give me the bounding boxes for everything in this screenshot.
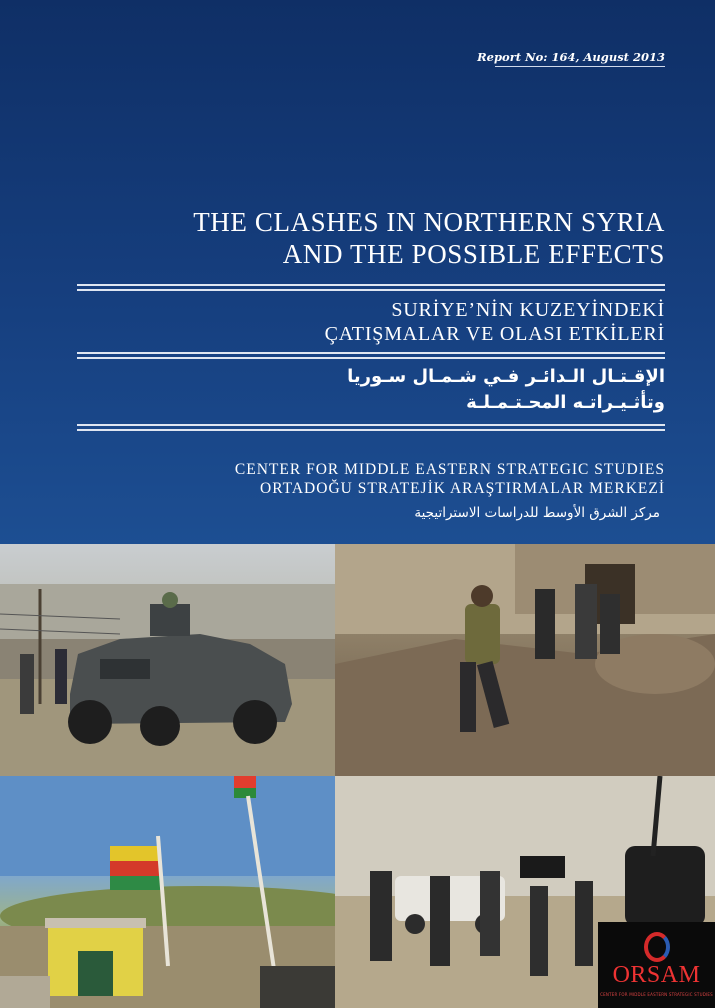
main-title-line-2: AND THE POSSIBLE EFFECTS <box>282 239 665 269</box>
orsam-logo-tagline: CENTER FOR MIDDLE EASTERN STRATEGIC STUDIES <box>600 992 713 997</box>
militants-with-flags-photo <box>335 776 715 1008</box>
arabic-title-line-2: وتأثـيـراتـه المحـتـمـلـة <box>466 392 665 413</box>
divider-rule <box>77 352 665 362</box>
main-title <box>193 206 665 270</box>
publisher-name-en: CENTER FOR MIDDLE EASTERN STRATEGIC STUDIES <box>234 461 665 478</box>
divider-rule <box>77 424 665 434</box>
main-title-line-1: THE CLASHES IN NORTHERN SYRIA <box>193 207 665 237</box>
photo-grid <box>0 544 715 1008</box>
fighters-running-photo <box>335 544 715 776</box>
publisher-name-ar: مركز الشرق الأوسط للدراسات الاستراتيجية <box>414 505 660 521</box>
orsam-logo-text: ORSAM <box>612 962 701 988</box>
publisher-name <box>235 460 665 498</box>
report-underline <box>495 66 665 67</box>
arabic-title <box>347 364 665 416</box>
turkish-title-line-1: SURİYE’NİN KUZEYİNDEKİ <box>391 299 665 321</box>
publisher-name-tr: ORTADOĞU STRATEJİK ARAŞTIRMALAR MERKEZİ <box>260 480 665 497</box>
orsam-logo-icon <box>644 932 670 962</box>
report-number: Report No: 164, August 2013 <box>477 50 665 64</box>
divider-rule <box>77 284 665 294</box>
arabic-title-line-1: الإقـتـال الـدائـر فـي شـمـال سـوريا <box>347 366 665 387</box>
armored-vehicle-photo <box>0 544 335 776</box>
turkish-title-line-2: ÇATIŞMALAR VE OLASI ETKİLERİ <box>324 323 665 345</box>
turkish-title <box>325 298 665 346</box>
orsam-logo <box>598 922 715 1008</box>
flags-checkpoint-photo <box>0 776 335 1008</box>
